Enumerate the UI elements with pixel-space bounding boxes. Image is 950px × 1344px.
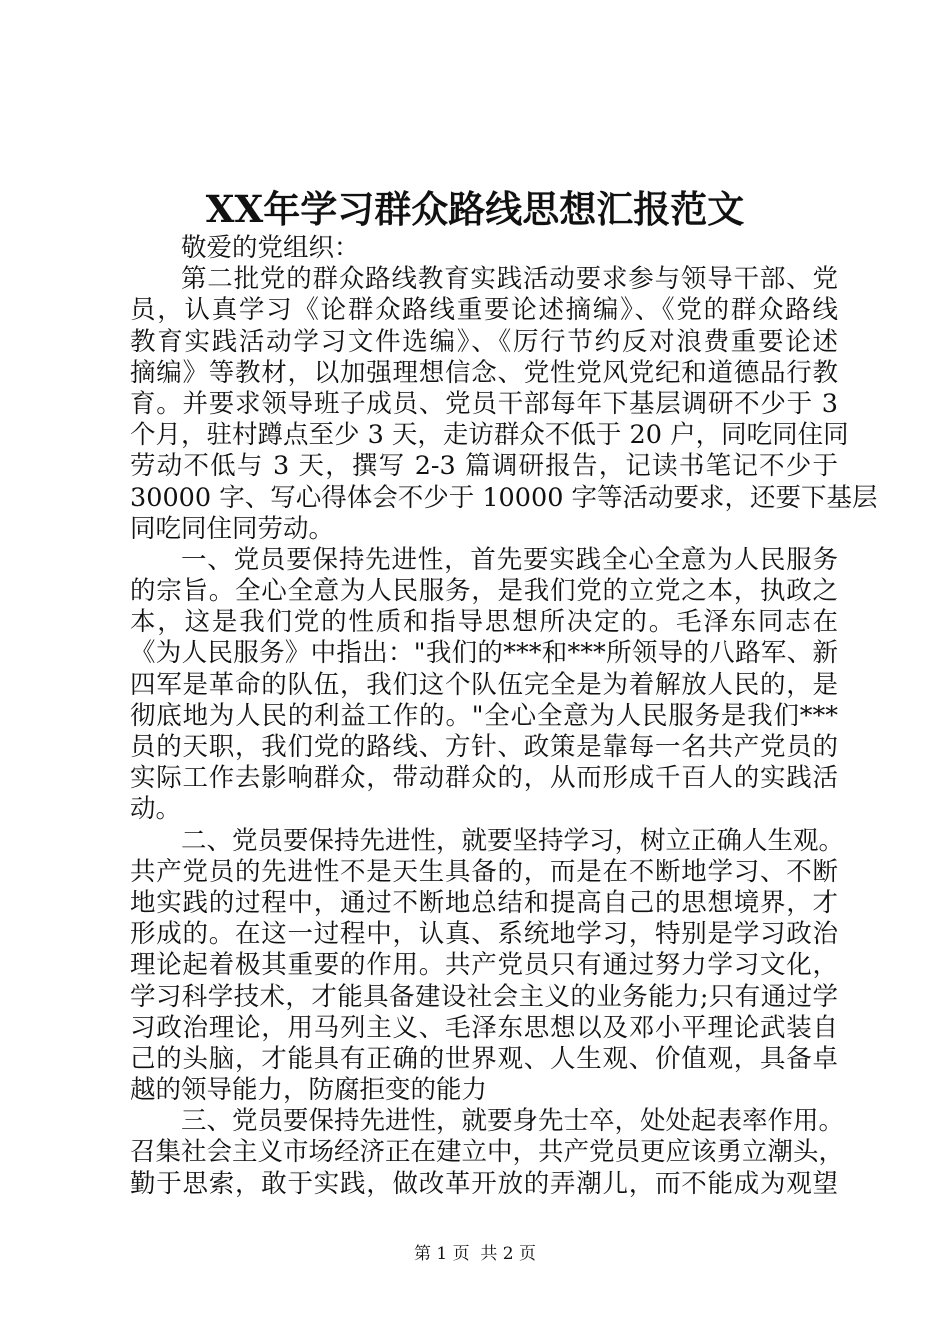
paragraph-line: 形成的。在这一过程中，认真、系统地学习，特别是学习政治 xyxy=(130,919,838,950)
paragraph-line: 同吃同住同劳动。 xyxy=(130,513,335,544)
paragraph-line: 共产党员的先进性不是天生具备的，而是在不断地学习、不断 xyxy=(130,856,838,887)
paragraph-line: 召集社会主义市场经济正在建立中，共产党员更应该勇立潮头， xyxy=(130,1137,845,1168)
salutation: 敬爱的党组织： xyxy=(181,233,360,263)
paragraph-line: 理论起着极其重要的作用。共产党员只有通过努力学习文化， xyxy=(130,950,838,981)
paragraph-line: 员的天职，我们党的路线、方针、政策是靠每一名共产党员的 xyxy=(130,732,838,762)
paragraph-line: 勤于思索，敢于实践，做改革开放的弄潮儿，而不能成为观望 xyxy=(130,1168,838,1199)
paragraph-line: 第二批党的群众路线教育实践活动要求参与领导干部、党 xyxy=(181,264,838,295)
paragraph-line: 教育实践活动学习文件选编》、《厉行节约反对浪费重要论述 xyxy=(130,326,838,357)
paragraph-line: 习政治理论，用马列主义、毛泽东思想以及邓小平理论武装自 xyxy=(130,1012,838,1043)
paragraph-line: 30000 字、写心得体会不少于 10000 字等活动要求，还要下基层 xyxy=(130,482,878,513)
paragraph-line: 己的头脑，才能具有正确的世界观、人生观、价值观，具备卓 xyxy=(130,1043,838,1074)
paragraph-line: 个月，驻村蹲点至少 3 天，走访群众不低于 20 户，同吃同住同 xyxy=(130,420,849,451)
paragraph-line: 三、党员要保持先进性，就要身先士卒，处处起表率作用。 xyxy=(181,1106,845,1137)
paragraph-line: 本，这是我们党的性质和指导思想所决定的。毛泽东同志在 xyxy=(130,607,838,638)
paragraph-line: 二、党员要保持先进性，就要坚持学习，树立正确人生观。 xyxy=(181,825,845,856)
paragraph-line: 实际工作去影响群众，带动群众的，从而形成千百人的实践活 xyxy=(130,763,838,794)
page-number-footer: 第 1 页 共 2 页 xyxy=(413,1244,537,1264)
paragraph-line: 学习科学技术，才能具备建设社会主义的业务能力;只有通过学 xyxy=(130,981,838,1012)
paragraph-line: 动。 xyxy=(130,794,182,825)
paragraph-line: 劳动不低与 3 天，撰写 2-3 篇调研报告，记读书笔记不少于 xyxy=(130,451,838,482)
paragraph-line: 员，认真学习《论群众路线重要论述摘编》、《党的群众路线 xyxy=(130,295,838,326)
document-title: XX年学习群众路线思想汇报范文 xyxy=(205,187,745,231)
paragraph-line: 彻底地为人民的利益工作的。"全心全意为人民服务是我们*** xyxy=(130,700,838,731)
paragraph-line: 育。并要求领导班子成员、党员干部每年下基层调研不少于 3 xyxy=(130,388,838,419)
paragraph-line: 一、党员要保持先进性，首先要实践全心全意为人民服务 xyxy=(181,544,838,575)
document-body xyxy=(130,233,878,1200)
paragraph-line: 四军是革命的队伍，我们这个队伍完全是为着解放人民的，是 xyxy=(130,669,838,700)
paragraph-line: 的宗旨。全心全意为人民服务，是我们党的立党之本，执政之 xyxy=(130,576,838,607)
paragraph-line: 摘编》等教材，以加强理想信念、党性党风党纪和道德品行教 xyxy=(130,357,838,388)
paragraph-line: 越的领导能力，防腐拒变的能力 xyxy=(130,1075,488,1106)
paragraph-line: 地实践的过程中，通过不断地总结和提高自己的思想境界，才 xyxy=(130,887,838,918)
paragraph-line: 《为人民服务》中指出："我们的***和***所领导的八路军、新 xyxy=(130,638,838,669)
